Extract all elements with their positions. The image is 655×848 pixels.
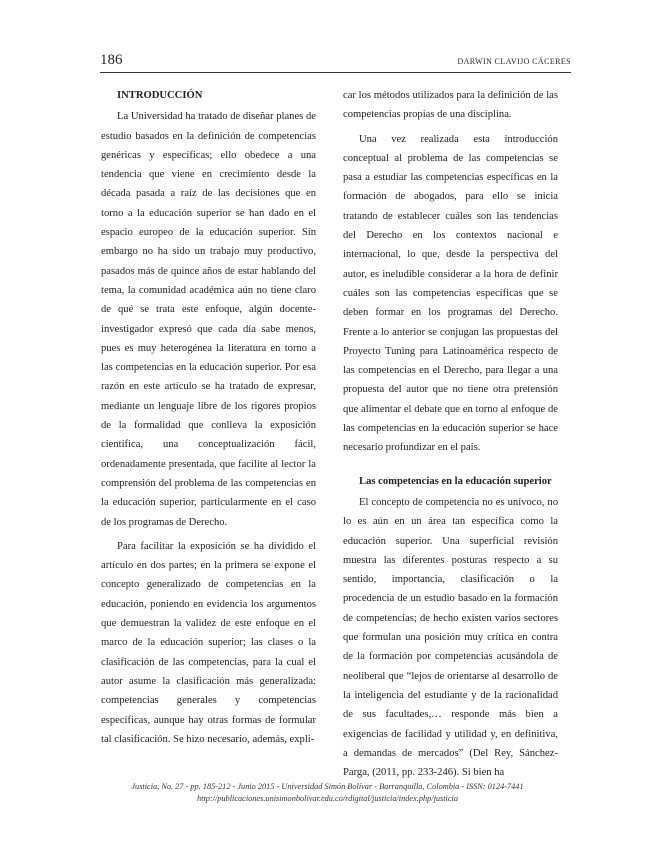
- left-column: [101, 86, 316, 754]
- page-header: [100, 50, 571, 73]
- body-paragraph: La Universidad ha tratado de diseñar planes de estudio basados en la definición de competencias genéricas y específicas; ello obedece a una tendencia que viene en crecimiento desde la década pasada a raíz de las decisiones que en torno a la educación superior se han dado en el espacio europeo de la educación superior. Sin embargo no ha sido un trabajo muy productivo, pasados más de quince años de estar hablando del tema, la comunidad académica aún no tiene claro de qué se trata este enfoque, algún docente-investigador expresó que cada día sabe menos, pues es muy heterogénea la literatura en torno a las competencias en la educación superior. Por esa razón en este artículo se ha tratado de expresar, mediante un lenguaje libre de los rigores propios de la formalidad que conlleva la exposición científica, una conceptualización fácil, ordenadamente presentada, que facilite al lector la comprensión del problema de las competencias en la educación superior, particularmente en el caso de los programas de Derecho.: [101, 111, 316, 528]
- section-heading-introduccion: INTRODUCCIÓN: [117, 90, 203, 101]
- footer-citation: Justicia, No. 27 - pp. 185-212 - Junio 2015 - Universidad Simón Bolívar - Barranquilla, Colombia - ISSN: 0124-7441: [131, 782, 524, 791]
- body-paragraph: Una vez realizada esta introducción conceptual al problema de las competencias se pasa a estudiar las competencias específicas en la formación de abogados, para ello se inicia tratando de establecer cuáles son las tendencias del Derecho en los contextos nacional e internacional, lo que, desde la perspectiva del autor, es ineludible considerar a la hora de definir cuáles son las competencias específicas que se deben formar en los programas del Derecho. Frente a lo anterior se conjugan las propuestas del Proyecto Tuning para Latinoamérica respecto de las competencias en el Derecho, para llegar a una propuesta del autor que no tiene otra pretensión que alimentar el debate que en torno al enfoque de las competencias en la educación superior se hace necesario profundizar en el país.: [343, 133, 558, 454]
- right-column: [343, 86, 558, 787]
- body-paragraph: El concepto de competencia no es unívoco, no lo es aún en un área tan específica como la educación superior. Una superficial revisión muestra las diferentes posturas respecto a su sentido, importancia, clasificación o la procedencia de un estudio basado en la formación de competencias; de hecho existen varios sectores que formulan una posición muy crítica en contra de la formación por competencias acusándola de neoliberal que “lejos de orientarse al desarrollo de la inteligencia del estudiante y de la racionalidad de sus facultades,… responde más bien a exigencias de facilidad y utilidad y, en definitiva, a demandas de mercados” (Del Rey, Sánchez-Parga, (2011, pp. 233-246). Si bien ha: [343, 496, 558, 779]
- section-heading-competencias: Las competencias en la educación superior: [359, 475, 552, 487]
- page-footer: [80, 781, 575, 805]
- running-head-author: DARWIN CLAVIJO CÁCERES: [457, 57, 571, 66]
- footer-url: http://publicaciones.unisimonbolivar.edu.co/rdigital/justicia/index.php/justicia: [196, 794, 459, 803]
- page-number: 186: [100, 52, 123, 68]
- body-paragraph: Para facilitar la exposición se ha dividido el artículo en dos partes; en la primera se expone el concepto generalizado de competencias en la educación, poniendo en evidencia los argumentos que demuestran la validez de este enfoque en el marco de la educación superior; las clases o la clasificación de las competencias, para la cual el autor asume la clasificación más generalizada: competencias generales y competencias específicas, aunque hay otras formas de formular tal clasificación. Se hizo necesario, además, expli-: [101, 540, 316, 745]
- body-paragraph-continued: car los métodos utilizados para la definición de las competencias propias de una disciplina.: [343, 90, 558, 121]
